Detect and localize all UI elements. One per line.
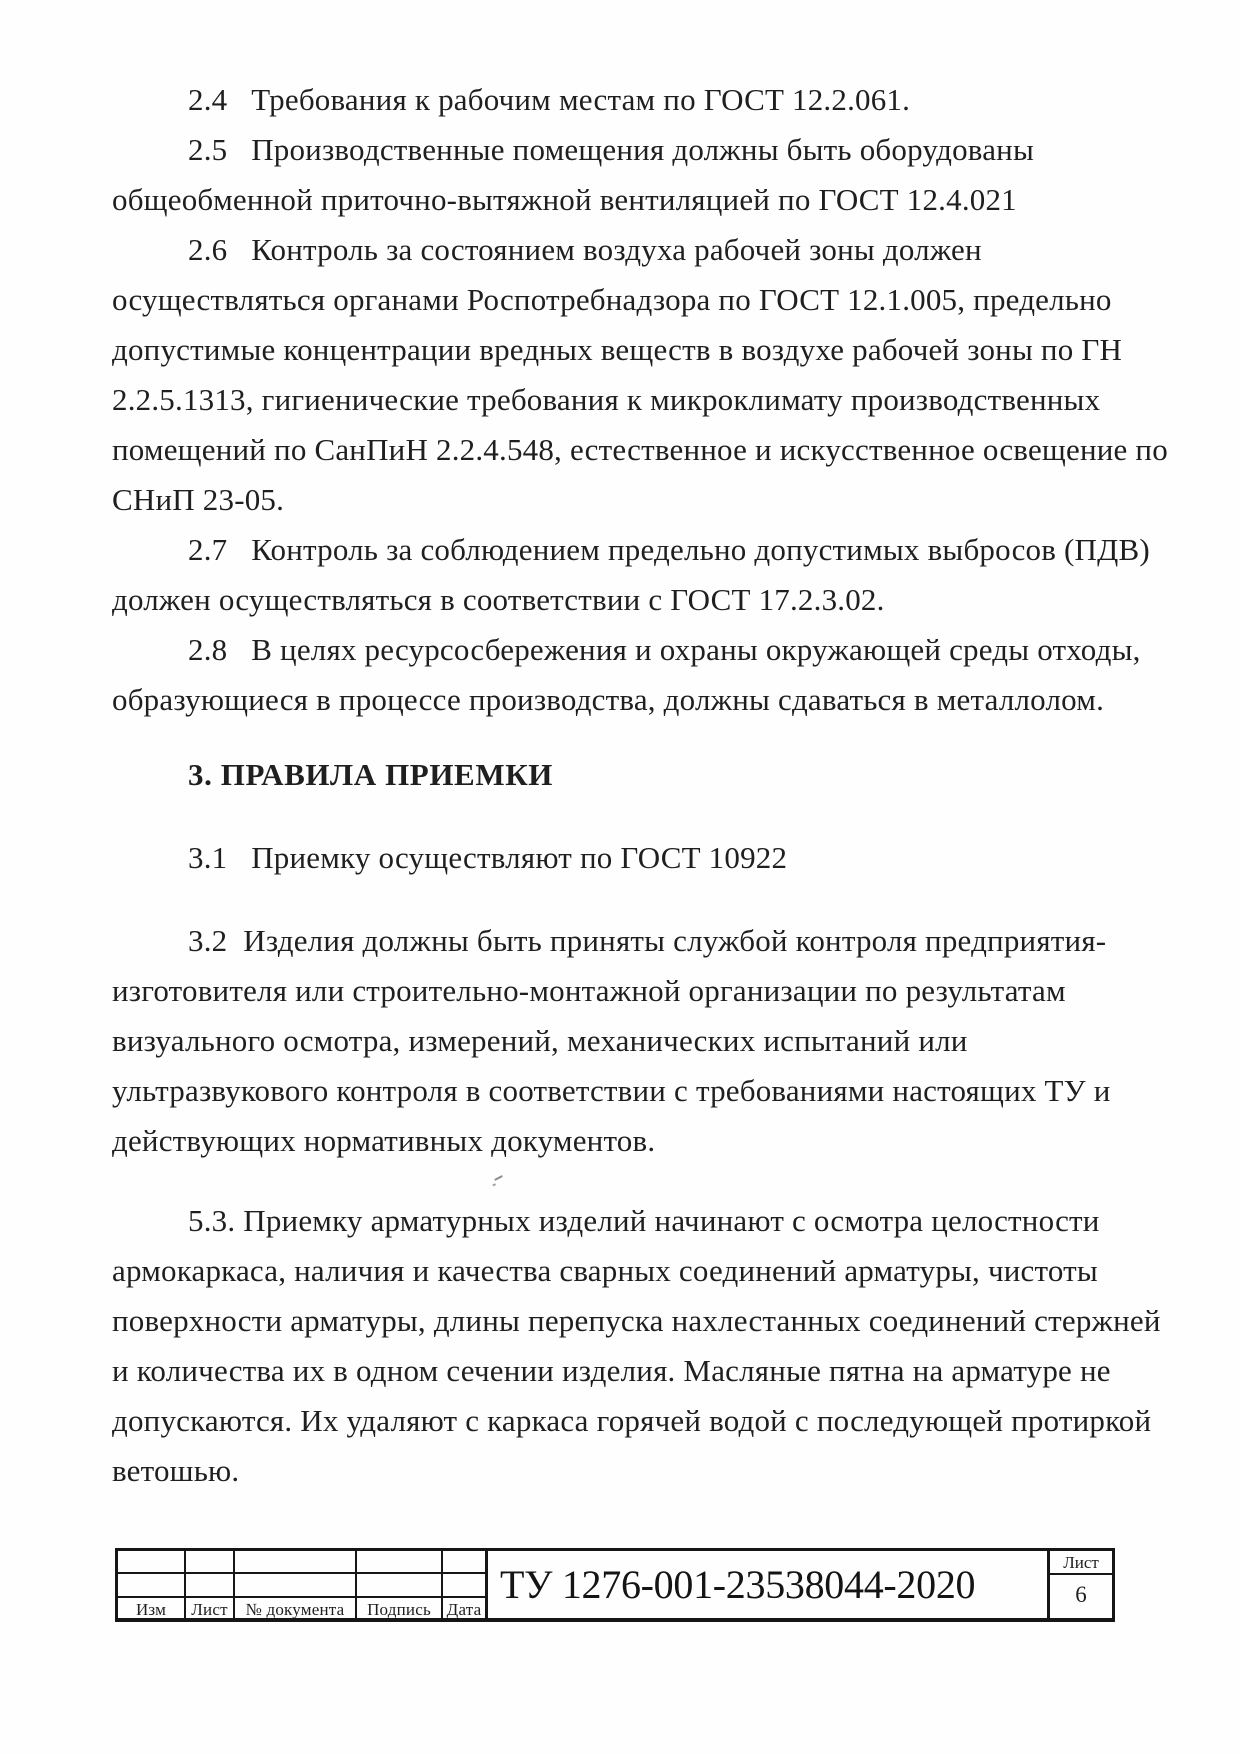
paragraph-3-2: 3.2 Изделия должны быть приняты службой контроля предприятия-: [188, 923, 1107, 958]
column-header-date: Дата: [443, 1598, 488, 1618]
paragraph-2-6-cont: СНиП 23-05.: [112, 482, 285, 517]
revision-cell-empty: [118, 1574, 186, 1598]
revision-cell-empty: [357, 1574, 443, 1598]
column-header-doc-number: № документа: [235, 1598, 357, 1618]
paragraph-5-3-cont: ветошью.: [112, 1453, 240, 1488]
column-header-list: Лист: [186, 1598, 235, 1618]
paragraph-2-4: 2.4 Требования к рабочим местам по ГОСТ 12.2.061.: [188, 82, 911, 117]
revision-cell-empty: [443, 1574, 488, 1598]
document-number: ТУ 1276-001-23538044-2020: [500, 1562, 976, 1607]
paragraph-3-2-cont: изготовителя или строительно-монтажной организации по результатам: [112, 973, 1066, 1008]
column-header-izm: Изм: [118, 1598, 186, 1618]
revision-cell-empty: [443, 1551, 488, 1574]
paragraph-2-8: 2.8 В целях ресурсосбережения и охраны окружающей среды отходы,: [188, 632, 1141, 667]
paragraph-3-2-cont: ультразвукового контроля в соответствии с требованиями настоящих ТУ и: [112, 1073, 1111, 1108]
revision-cell-empty: [235, 1551, 357, 1574]
paragraph-5-3-cont: армокаркаса, наличия и качества сварных соединений арматуры, чистоты: [112, 1253, 1098, 1288]
paragraph-3-2-cont: визуального осмотра, измерений, механических испытаний или: [112, 1023, 968, 1058]
sheet-number: 6: [1075, 1581, 1087, 1607]
paragraph-3-1: 3.1 Приемку осуществляют по ГОСТ 10922: [188, 840, 788, 875]
paragraph-2-6: 2.6 Контроль за состоянием воздуха рабочей зоны должен: [188, 232, 982, 267]
paragraph-2-5-cont: общеобменной приточно-вытяжной вентиляцией по ГОСТ 12.4.021: [112, 182, 1017, 217]
paragraph-2-6-cont: помещений по СанПиН 2.2.4.548, естественное и искусственное освещение по: [112, 432, 1168, 467]
section-heading-acceptance-rules: 3. ПРАВИЛА ПРИЕМКИ: [188, 757, 553, 792]
paragraph-2-5: 2.5 Производственные помещения должны быть оборудованы: [188, 132, 1035, 167]
document-body: [112, 75, 1168, 1496]
paragraph-2-7-cont: должен осуществляться в соответствии с ГОСТ 17.2.3.02.: [112, 582, 885, 617]
paragraph-5-3-cont: допускаются. Их удаляют с каркаса горячей водой с последующей протиркой: [112, 1403, 1152, 1438]
revision-cell-empty: [118, 1551, 186, 1574]
document-number-cell: [488, 1551, 1050, 1618]
revision-cell-empty: [186, 1574, 235, 1598]
column-header-signature: Подпись: [357, 1598, 443, 1618]
paragraph-5-3-cont: поверхности арматуры, длины перепуска нахлестанных соединений стержней: [112, 1303, 1161, 1338]
revision-cell-empty: [357, 1551, 443, 1574]
sheet-label: Лист: [1050, 1551, 1112, 1575]
paragraph-2-8-cont: образующиеся в процессе производства, должны сдаваться в металлолом.: [112, 682, 1105, 717]
sheet-column: [1050, 1551, 1112, 1618]
paragraph-5-3: 5.3. Приемку арматурных изделий начинают с осмотра целостности: [188, 1203, 1100, 1238]
revision-cell-empty: [186, 1551, 235, 1574]
paragraph-2-6-cont: осуществляться органами Роспотребнадзора по ГОСТ 12.1.005, предельно: [112, 282, 1112, 317]
paragraph-5-3-cont: и количества их в одном сечении изделия. Масляные пятна на арматуре не: [112, 1353, 1111, 1388]
title-block: [115, 1548, 1115, 1622]
paragraph-2-7: 2.7 Контроль за соблюдением предельно допустимых выбросов (ПДВ): [188, 532, 1150, 567]
paragraph-3-2-cont: действующих нормативных документов.: [112, 1123, 656, 1158]
paragraph-2-6-cont: допустимые концентрации вредных веществ в воздухе рабочей зоны по ГН: [112, 332, 1123, 367]
revision-cell-empty: [235, 1574, 357, 1598]
paragraph-2-6-cont: 2.2.5.1313, гигиенические требования к микроклимату производственных: [112, 382, 1101, 417]
